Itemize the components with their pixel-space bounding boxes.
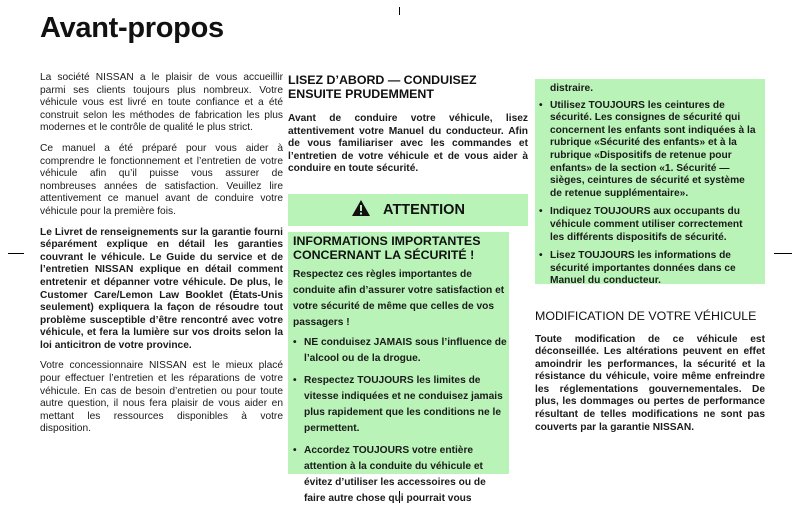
safety-continued-text: distraire. [550,83,594,94]
crop-mark-left [8,253,24,254]
crop-mark-right [774,253,792,254]
attention-banner [288,194,528,226]
crop-mark-top [399,7,400,15]
read-first-body: Avant de conduire votre véhicule, lisez attentivement votre Manuel du conducteur. Afin de vous familiariser avec les commandes et l’entretien de votre véhicule et de vous aider à conduire en toute sécurité. [288,113,528,175]
column-read-first [288,74,528,184]
safety-heading: INFORMATIONS IMPORTANTES CONCERNANT LA SÉCURITÉ ! [293,234,481,262]
safety-intro: Respectez ces règles importantes de conduite afin d’assurer votre satisfaction et votre sécurité de même que celles de vos passagers ! [293,269,505,328]
safety-bullet-speed: • Respectez TOUJOURS les limites de vitesse indiquées et ne conduisez jamais plus rapidement que les conditions ne le permettent. [293,373,509,437]
modification-heading: MODIFICATION DE VOTRE VÉHICULE [535,309,757,323]
safety-bullet-read-manual: • Lisez TOUJOURS les informations de sécurité importantes données dans ce Manuel du conducteur. [539,250,759,288]
safety-bullet-alcohol: • NE conduisez JAMAIS sous l’influence de l’alcool ou de la drogue. [293,335,509,367]
safety-bullet-attention: • Accordez TOUJOURS votre entière attention à la conduite du véhicule et évitez d’utiliser les accessoires ou de faire autre chose qui pourrait vous [293,443,509,507]
intro-paragraph: La société NISSAN a le plaisir de vous accueillir parmi ses clients toujours plus nombreux. Votre véhicule vous est livré en toute confiance et a été construit selon les méthodes de fabrication les plus modernes et le contrôle de qualité le plus strict. [40,72,283,134]
attention-label: ATTENTION [383,202,465,218]
safety-bullet-occupants: • Indiquez TOUJOURS aux occupants du véhicule comment utiliser correctement les différents dispositifs de sécurité. [539,206,759,244]
modification-body: Toute modification de ce véhicule est déconseillée. Les altérations peuvent en effet amoindrir les performances, la sécurité et la résistance du véhicule, voire même enfreindre les réglementations gouvernementales. De plus, les dommages ou pertes de performance résultant de telles modifications ne sont pas couverts par la garantie NISSAN. [535,333,765,433]
dealer-paragraph: Votre concessionnaire NISSAN est le mieux placé pour effectuer l’entretien et les réparations de votre véhicule. En cas de besoin d’entretien ou pour toute autre question, il nous fera plaisir de vous aider en mettant les ressources disponibles à votre disposition. [40,360,283,435]
read-first-heading: LISEZ D’ABORD — CONDUISEZ ENSUITE PRUDEMMENT [288,73,477,101]
column-modification [535,310,765,442]
column-foreword [40,72,283,444]
warning-triangle-icon [351,199,371,221]
manual-paragraph: Ce manuel a été préparé pour vous aider à comprendre le fonctionnement et l’entretien de votre véhicule afin qu’il puisse vous assurer de nombreuses années de satisfaction. Veuillez lire attentivement ce manuel avant de conduire votre véhicule pour la première fois. [40,142,283,217]
safety-bullet-seatbelts: • Utilisez TOUJOURS les ceintures de sécurité. Les consignes de sécurité qui concernent les enfants sont indiquées à la rubrique «Sécurité des enfants» et à la rubrique «Dispositifs de retenue pour enfants» de la section «1. Sécurité — sièges, ceintures de sécurité et système de retenue supplémentaire». [539,100,759,201]
safety-box-continued [535,79,765,287]
page-title: Avant-propos [40,12,224,44]
safety-box [288,232,509,504]
warranty-paragraph: Le Livret de renseignements sur la garantie fourni séparément explique en détail les garanties couvrant le véhicule. Le Guide du service et de l’entretien NISSAN explique en détail comment entretenir et dépanner votre véhicule. De plus, le Customer Care/Lemon Law Booklet (États-Unis seulement) expliquera la façon de résoudre tout problème susceptible d’être rencontré avec votre véhicule, et fera la lumière sur vos droits selon la loi anticitron de votre province. [40,226,283,351]
